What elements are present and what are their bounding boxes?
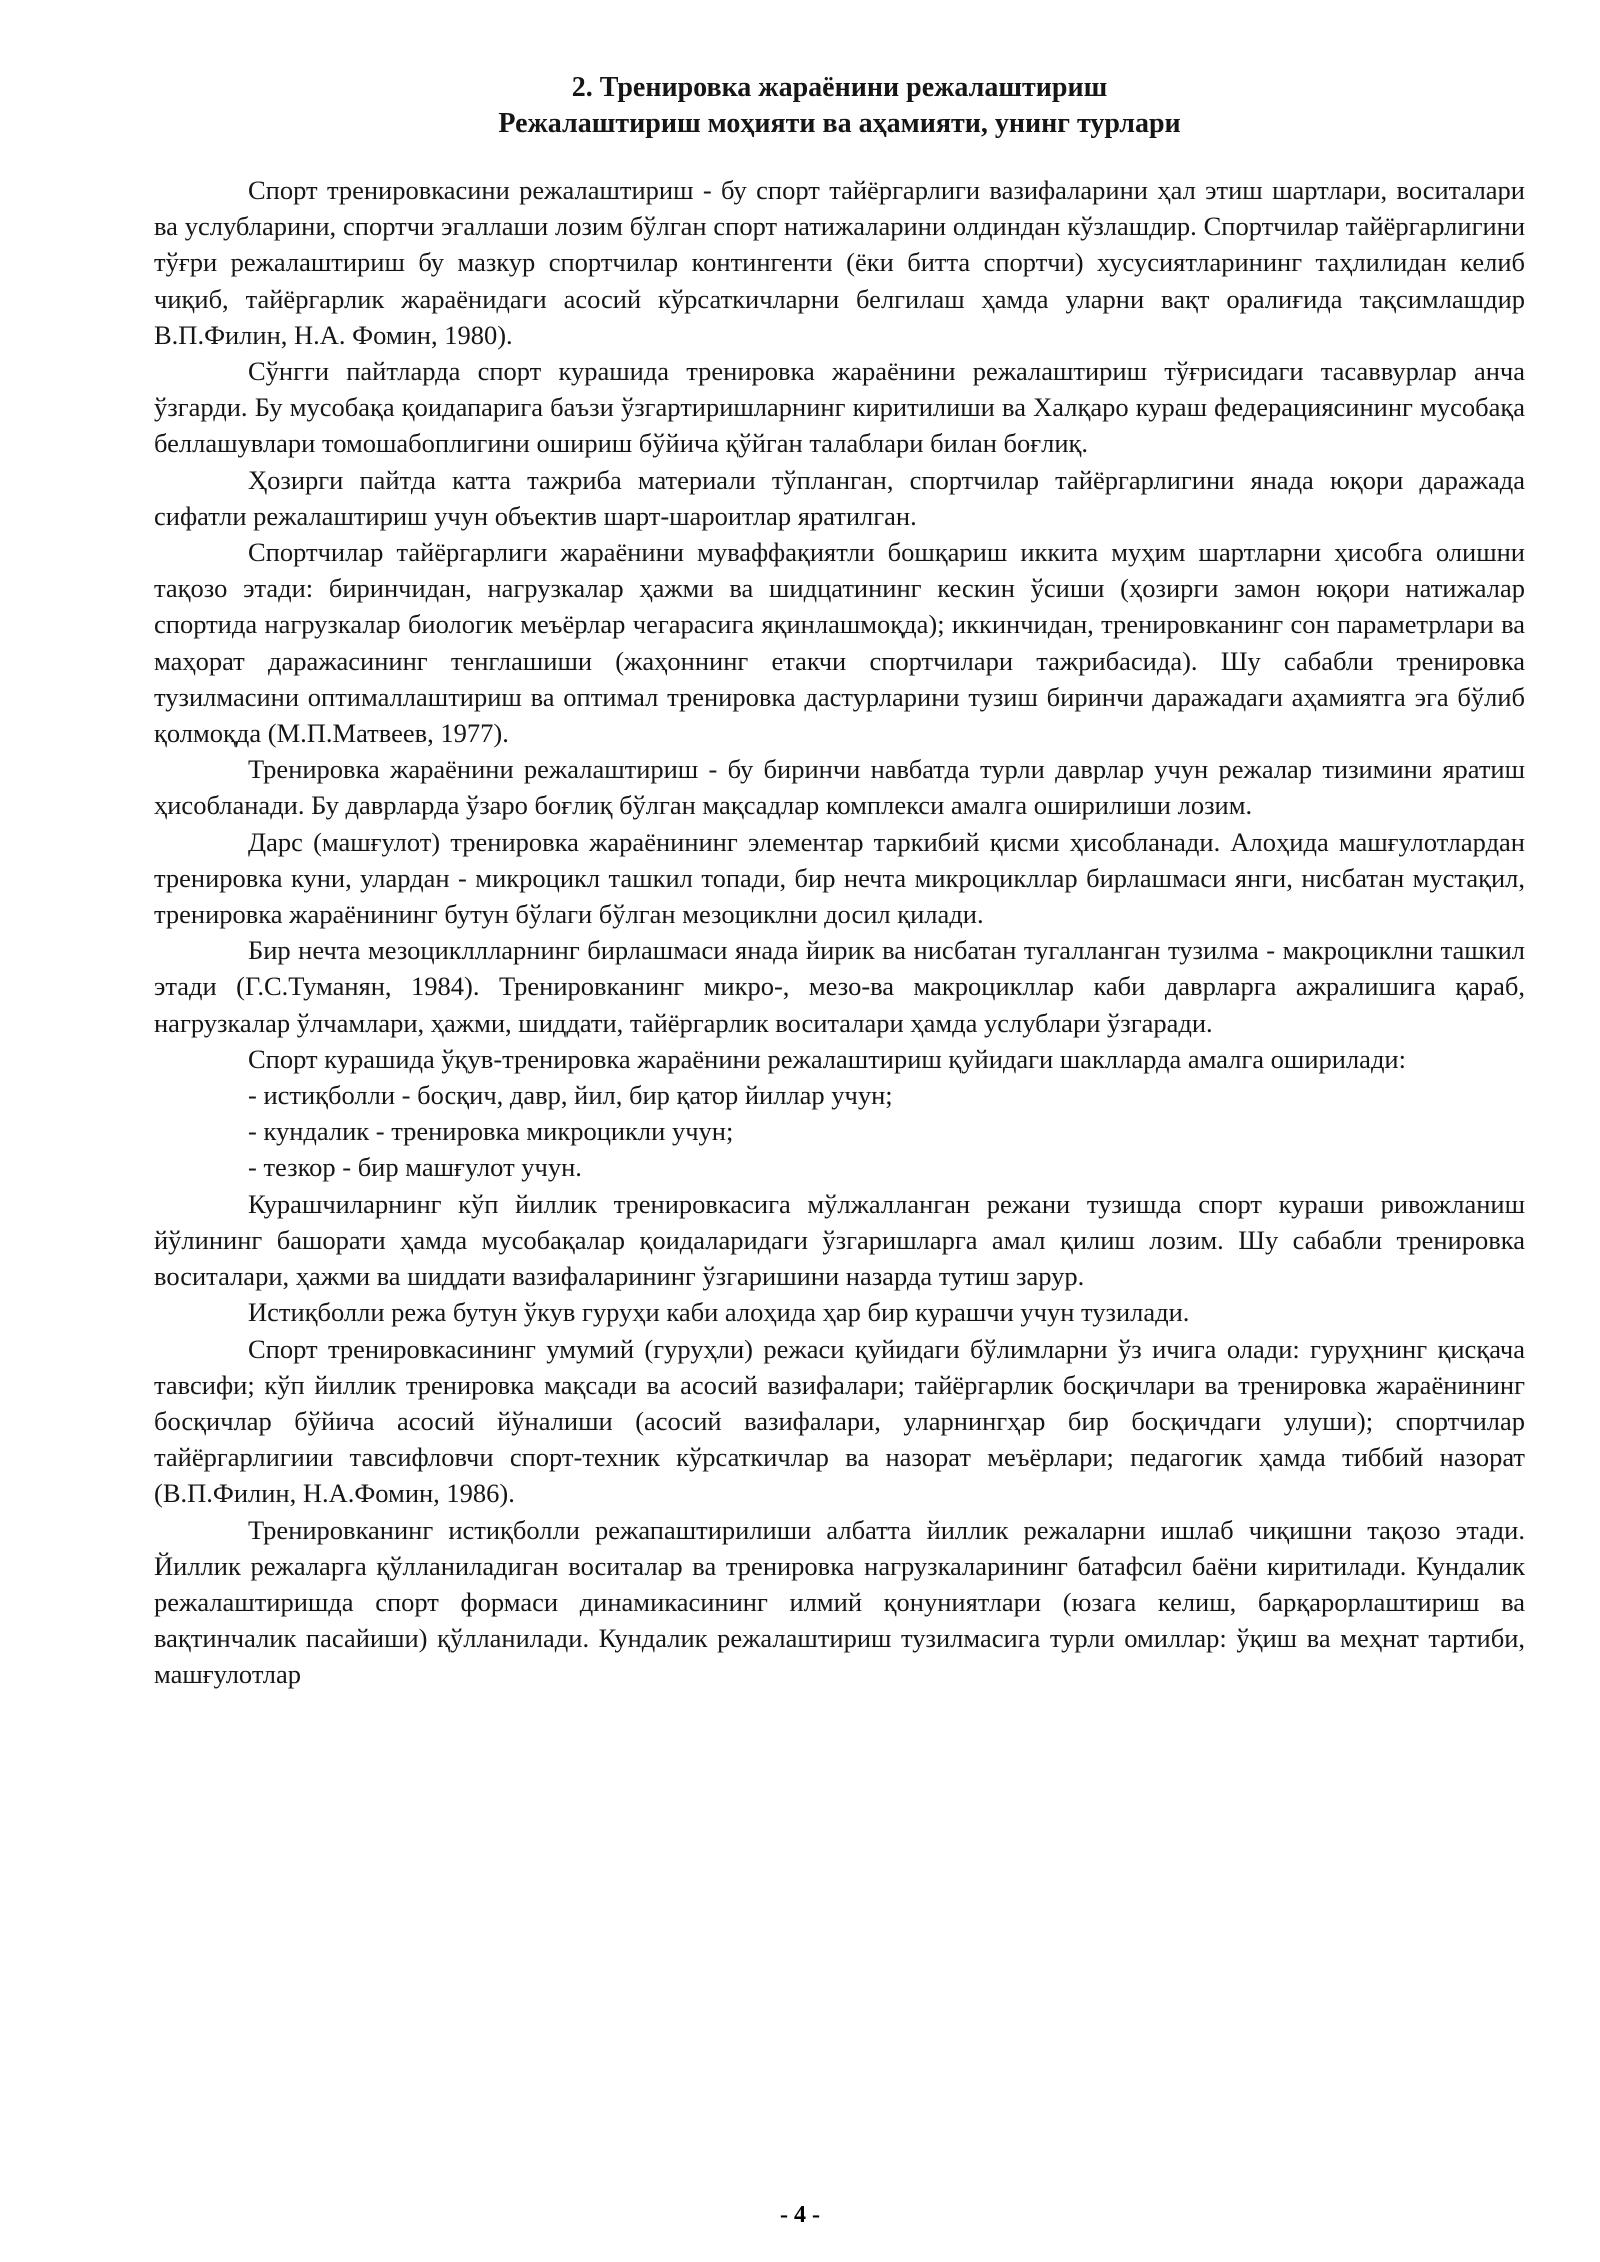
paragraph: Спорт курашида ўқув-тренировка жараёнини режалаштириш қуйидаги шаклларда амалга оширилади: — [248, 1043, 1406, 1074]
paragraph: Тренировканинг истиқболли режапаштирилиши албатта йиллик режаларни ишлаб чиқишни тақозо этади. Йиллик режаларга қўлланиладиган воситалар ва тренировка нагрузкаларининг батафсил баёни киритилади. Кундалик режалаштиришда спорт формаси динамикасининг илмий қонуниятлари (юзага келиш, барқарорлаштириш ва вақтинчалик пасайиши) қўлланилади. Кундалик режалаштириш тузилмасига турли омиллар: ўқиш ва меҳнат тартиби, машғулотлар — [154, 1514, 1525, 1690]
paragraph: Истиқболли режа бутун ўкув гуруҳи каби алоҳида ҳар бир курашчи учун тузилади. — [248, 1297, 1190, 1328]
list-item: - тезкор - бир машғулот учун. — [248, 1152, 582, 1183]
list-item: - кундалик - тренировка микроцикли учун; — [248, 1116, 734, 1147]
section-subtitle: Режалаштириш моҳияти ва аҳамияти, унинг турлари — [498, 108, 1181, 139]
paragraph: Спорт тренировкасининг умумий (гуруҳли) режаси қуйидаги бўлимларни ўз ичига олади: гуруҳнинг қисқача тавсифи; кўп йиллик тренировка мақсади ва асосий вазифалари; тайёргарлик босқичлари ва тренировка жараёнининг босқичлар бўйича асосий йўналиши (асосий вазифалари, уларнингҳар бир босқичдаги улуши); спортчилар тайёргарлигиии тавсифловчи спорт-техник кўрсаткичлар ва назорат меъёрлари; педагогик ҳамда тиббий назорат (В.П.Филин, Н.А.Фомин, 1986). — [154, 1333, 1525, 1509]
paragraph: Ҳозирги пайтда катта тажриба материали тўпланган, спортчилар тайёргарлигини янада юқори даражада сифатли режалаштириш учун объектив шарт-шароитлар яратилган. — [154, 464, 1525, 531]
paragraph: Бир нечта мезоцикллларнинг бирлашмаси янада йирик ва нисбатан тугалланган тузилма - макроциклни ташкил этади (Г.С.Туманян, 1984). Тренировканинг микро-, мезо-ва макроцикллар каби даврларга ажралишига қараб, нагрузкалар ўлчамлари, ҳажми, шиддати, тайёргарлик воситалари ҳамда услублари ўзгаради. — [154, 935, 1525, 1038]
body-text — [154, 172, 1525, 1693]
paragraph: Спортчилар тайёргарлиги жараёнини муваффақиятли бошқариш иккита муҳим шартларни ҳисобга олишни тақозо этади: биринчидан, нагрузкалар ҳажми ва шидцатининг кескин ўсиши (ҳозирги замон юқори натижалар спортида нагрузкалар биологик меъёрлар чегарасига яқинлашмоқда); иккинчидан, тренировканинг сон параметрлари ва маҳорат даражасининг тенглашиши (жаҳоннинг етакчи спортчилари тажрибасида). Шу сабабли тренировка тузилмасини оптималлаштириш ва оптимал тренировка дастурларини тузиш биринчи даражадаги аҳамиятга эга бўлиб қолмоқда (М.П.Матвеев, 1977). — [154, 537, 1525, 749]
paragraph: Сўнгги пайтларда спорт курашида тренировка жараёнини режалаштириш тўғрисидаги тасаввурлар анча ўзгарди. Бу мусобақа қоидапарига баъзи ўзгартиришларнинг киритилиши ва Халқаро кураш федерациясининг мусобақа беллашувлари томошабоплигини ошириш бўйича қўйган талаблари билан боғлиқ. — [154, 356, 1525, 459]
page-number: - 4 - — [780, 2202, 820, 2228]
paragraph: Спорт тренировкасини режалаштириш - бу спорт тайёргарлиги вазифаларини ҳал этиш шартлари, воситалари ва услубларини, спортчи эгаллаши лозим бўлган спорт натижаларини олдиндан кўзлашдир. Спортчилар тайёргарлигини тўғри режалаштириш бу мазкур спортчилар контингенти (ёки битта спортчи) хусусиятларининг таҳлилидан келиб чиқиб, тайёргарлик жараёнидаги асосий кўрсаткичларни белгилаш ҳамда уларни вақт оралиғида тақсимлашдир В.П.Филин, Н.А. Фомин, 1980). — [154, 175, 1525, 350]
paragraph: Курашчиларнинг кўп йиллик тренировкасига мўлжалланган режани тузишда спорт кураши ривожланиш йўлининг башорати ҳамда мусобақалар қоидаларидаги ўзгаришларга амал қилиш лозим. Шу сабабли тренировка воситалари, ҳажми ва шиддати вазифаларининг ўзгаришини назарда тутиш зарур. — [154, 1188, 1525, 1292]
title-block — [154, 70, 1525, 142]
paragraph: Тренировка жараёнини режалаштириш - бу биринчи навбатда турли даврлар учун режалар тизимини яратиш ҳисобланади. Бу даврларда ўзаро боғлиқ бўлган мақсадлар комплекси амалга оширилиши лозим. — [154, 754, 1525, 821]
paragraph: Дарс (машғулот) тренировка жараёнининг элементар таркибий қисми ҳисобланади. Алоҳида машғулотлардан тренировка куни, улардан - микроцикл ташкил топади, бир нечта микроцикллар бирлашмаси янги, нисбатан мустақил, тренировка жараёнининг бутун бўлаги бўлган мезоциклни досил қилади. — [154, 826, 1525, 930]
list-item: - истиқболли - босқич, давр, йил, бир қатор йиллар учун; — [248, 1080, 893, 1111]
section-title: 2. Тренировка жараёнини режалаштириш — [571, 72, 1108, 103]
